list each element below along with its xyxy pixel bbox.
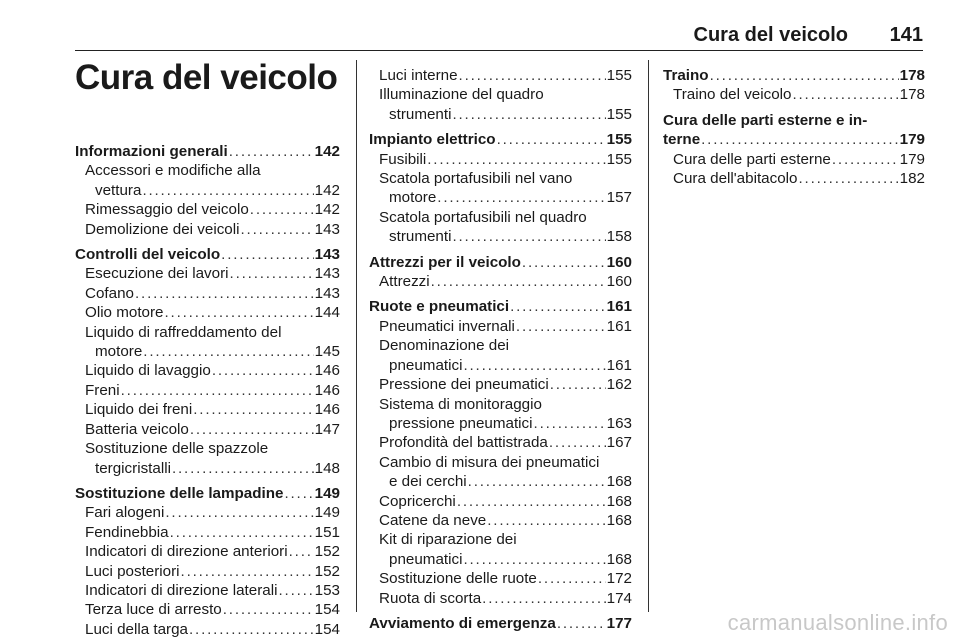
toc-entry-label: Pressione dei pneumatici [379,376,549,394]
column-divider-left [356,60,357,612]
toc-entry-line: Kit di riparazione dei [379,531,517,549]
toc-section-label: Ruote e pneumatici [369,298,510,316]
watermark: carmanualsonline.info [727,610,948,635]
toc-section[interactable] [75,142,340,161]
toc-column-1 [75,142,340,639]
toc-page-number: 145 [314,343,340,361]
toc-entry-label: Luci interne [379,67,458,84]
toc-entry-line: Sistema di monitoraggio [379,395,542,413]
toc-entry[interactable] [369,550,632,569]
toc-entry[interactable] [369,414,632,433]
chapter-title: Cura del veicolo [75,58,338,97]
toc-section[interactable] [75,245,340,264]
toc-section[interactable] [369,614,632,633]
toc-section-label: Impianto elettrico [369,131,496,149]
toc-page-number: 149 [314,484,340,502]
toc-entry-label: Cofano [85,284,134,302]
toc-section[interactable] [663,66,925,85]
toc-page-number: 152 [314,562,340,580]
toc-section-label: Traino [663,67,709,84]
toc-entry[interactable] [75,303,340,322]
toc-page-number: 168 [606,511,632,529]
toc-page-number: 161 [606,356,632,374]
toc-section-label: Avviamento di emergenza [369,614,556,632]
toc-entry[interactable] [75,459,340,478]
toc-entry-label: Catene da neve [379,511,487,529]
toc-entry-line: Denominazione dei [379,337,510,355]
toc-entry[interactable] [369,356,632,375]
toc-entry-line: Sostituzione delle spazzole [85,440,269,458]
toc-page-number: 152 [314,543,340,561]
toc-entry[interactable] [369,66,632,85]
toc-page-number: 168 [606,473,632,491]
toc-entry-label: Liquido dei freni [85,401,193,419]
toc-entry[interactable] [75,562,340,581]
toc-section-label: Controlli del veicolo [75,246,221,264]
toc-entry-label: Esecuzione dei lavori [85,265,229,283]
toc-page-number: 178 [899,86,925,104]
toc-page-number: 177 [606,614,632,632]
toc-entry-label: Batteria veicolo [85,420,189,438]
toc-entry-label: Rimessaggio del veicolo [85,201,249,219]
toc-entry-label: Fendinebbia [85,523,169,541]
toc-page-number: 163 [606,414,632,432]
toc-entry-label: Fusibili [379,150,427,168]
toc-page-number: 158 [606,228,632,246]
toc-page-number: 147 [314,420,340,438]
running-header [75,20,923,51]
toc-entry-label: Demolizione dei veicoli [85,220,240,238]
toc-entry-label: motore [389,189,437,207]
toc-entry-label: vettura [95,181,142,199]
toc-entry-line: Accessori e modifiche alla [85,162,261,180]
toc-page-number: 179 [899,131,925,149]
toc-entry-label: Freni [85,381,120,399]
toc-page-number: 146 [314,362,340,380]
toc-entry[interactable] [75,581,340,600]
toc-entry-label: Luci della targa [85,620,189,638]
toc-entry[interactable] [75,264,340,283]
toc-entry[interactable] [369,433,632,452]
toc-page-number: 162 [606,376,632,394]
toc-entry[interactable] [75,342,340,361]
header-page-number: 141 [889,24,923,46]
toc-entry-label: Luci posteriori [85,562,180,580]
toc-section-label: Attrezzi per il veicolo [369,253,521,271]
toc-page-number: 148 [314,459,340,477]
header-title: Cura del veicolo [693,24,848,46]
toc-entry-label: Ruota di scorta [379,589,482,607]
toc-section[interactable] [75,484,340,503]
toc-page-number: 168 [606,492,632,510]
toc-entry[interactable] [369,492,632,511]
toc-entry[interactable] [75,200,340,219]
toc-page-number: 155 [606,150,632,168]
toc-page-number: 155 [606,131,632,149]
toc-entry[interactable] [663,150,925,169]
toc-page-number: 161 [606,317,632,335]
toc-page-number: 143 [314,284,340,302]
toc-page-number: 174 [606,589,632,607]
toc-entry[interactable] [369,472,632,491]
toc-entry-line: Illuminazione del quadro [379,86,544,104]
toc-entry[interactable] [75,381,340,400]
toc-column-2 [369,66,632,633]
toc-entry-label: Fari alogeni [85,504,165,522]
toc-entry[interactable] [75,181,340,200]
toc-section-label: Sostituzione delle lampadine [75,484,284,502]
toc-entry-line: Scatola portafusibili nel vano [379,170,573,188]
toc-entry[interactable] [369,317,632,336]
toc-page-number: 142 [314,201,340,219]
toc-entry-line: Scatola portafusibili nel quadro [379,208,587,226]
toc-page-number: 143 [314,246,340,264]
toc-page-number: 149 [314,504,340,522]
toc-entry-label: Pneumatici invernali [379,317,515,335]
toc-entry-label: pneumatici [389,356,463,374]
toc-page-number: 154 [314,601,340,619]
toc-entry-label: pressione pneumatici [389,414,533,432]
toc-section-label: terne [663,131,701,149]
toc-page-number: 155 [606,67,632,84]
toc-entry[interactable] [75,420,340,439]
toc-page-number: 142 [314,143,340,160]
toc-page-number: 172 [606,570,632,588]
toc-section[interactable] [663,130,925,149]
toc-page-number: 146 [314,401,340,419]
toc-entry-label: Terza luce di arresto [85,601,222,619]
toc-entry[interactable] [369,150,632,169]
toc-entry-label: Copricerchi [379,492,456,510]
toc-entry[interactable] [369,569,632,588]
toc-page-number: 167 [606,434,632,452]
toc-entry[interactable] [369,227,632,246]
toc-entry-label: Attrezzi [379,273,430,291]
toc-page-number: 142 [314,181,340,199]
toc-page-number: 146 [314,381,340,399]
toc-section-label: Informazioni generali [75,143,228,160]
toc-entry-label: strumenti [389,105,452,123]
toc-page-number: 157 [606,189,632,207]
toc-entry-label: Sostituzione delle ruote [379,570,537,588]
toc-entry[interactable] [75,220,340,239]
toc-entry-label: e dei cerchi [389,473,467,491]
toc-entry-label: tergicristalli [95,459,171,477]
toc-page-number: 153 [314,581,340,599]
toc-entry[interactable] [369,188,632,207]
toc-entry-label: motore [95,343,143,361]
toc-entry-label: Profondità del battistrada [379,434,548,452]
toc-entry-label: strumenti [389,228,452,246]
toc-entry[interactable] [663,169,925,188]
toc-entry[interactable] [75,620,340,639]
toc-entry[interactable] [369,589,632,608]
toc-page-number: 143 [314,265,340,283]
toc-entry-label: pneumatici [389,550,463,568]
toc-page-number: 161 [606,298,632,316]
toc-page-number: 182 [899,170,925,188]
toc-entry[interactable] [75,600,340,619]
toc-section[interactable] [369,253,632,272]
toc-page-number: 160 [606,253,632,271]
toc-entry[interactable] [75,503,340,522]
toc-entry-line: Cambio di misura dei pneumatici [379,453,600,471]
toc-entry[interactable] [75,523,340,542]
toc-page-number: 178 [899,67,925,84]
toc-page-number: 144 [314,304,340,322]
toc-entry-label: Indicatori di direzione laterali [85,581,278,599]
toc-entry[interactable] [369,105,632,124]
toc-entry-label: Cura dell'abitacolo [673,170,798,188]
toc-entry-label: Indicatori di direzione anteriori [85,543,288,561]
toc-entry[interactable] [369,375,632,394]
toc-page-number: 179 [899,150,925,168]
toc-section[interactable] [369,130,632,149]
toc-entry-label: Cura delle parti esterne [673,150,831,168]
toc-entry[interactable] [75,284,340,303]
toc-entry[interactable] [75,542,340,561]
toc-page-number: 155 [606,105,632,123]
toc-page-number: 143 [314,220,340,238]
toc-entry[interactable] [369,511,632,530]
toc-entry[interactable] [369,272,632,291]
toc-entry-label: Olio motore [85,304,164,322]
toc-page-number: 168 [606,550,632,568]
column-divider-right [648,60,649,612]
toc-entry[interactable] [663,85,925,104]
toc-section-line: Cura delle parti esterne e in- [663,111,868,129]
toc-page-number: 154 [314,620,340,638]
toc-section[interactable] [369,297,632,316]
toc-page-number: 160 [606,273,632,291]
toc-entry-label: Liquido di lavaggio [85,362,211,380]
toc-entry-line: Liquido di raffreddamento del [85,323,282,341]
toc-entry[interactable] [75,400,340,419]
toc-entry[interactable] [75,361,340,380]
toc-page-number: 151 [314,523,340,541]
toc-entry-label: Traino del veicolo [673,86,792,104]
toc-column-3 [663,66,925,188]
